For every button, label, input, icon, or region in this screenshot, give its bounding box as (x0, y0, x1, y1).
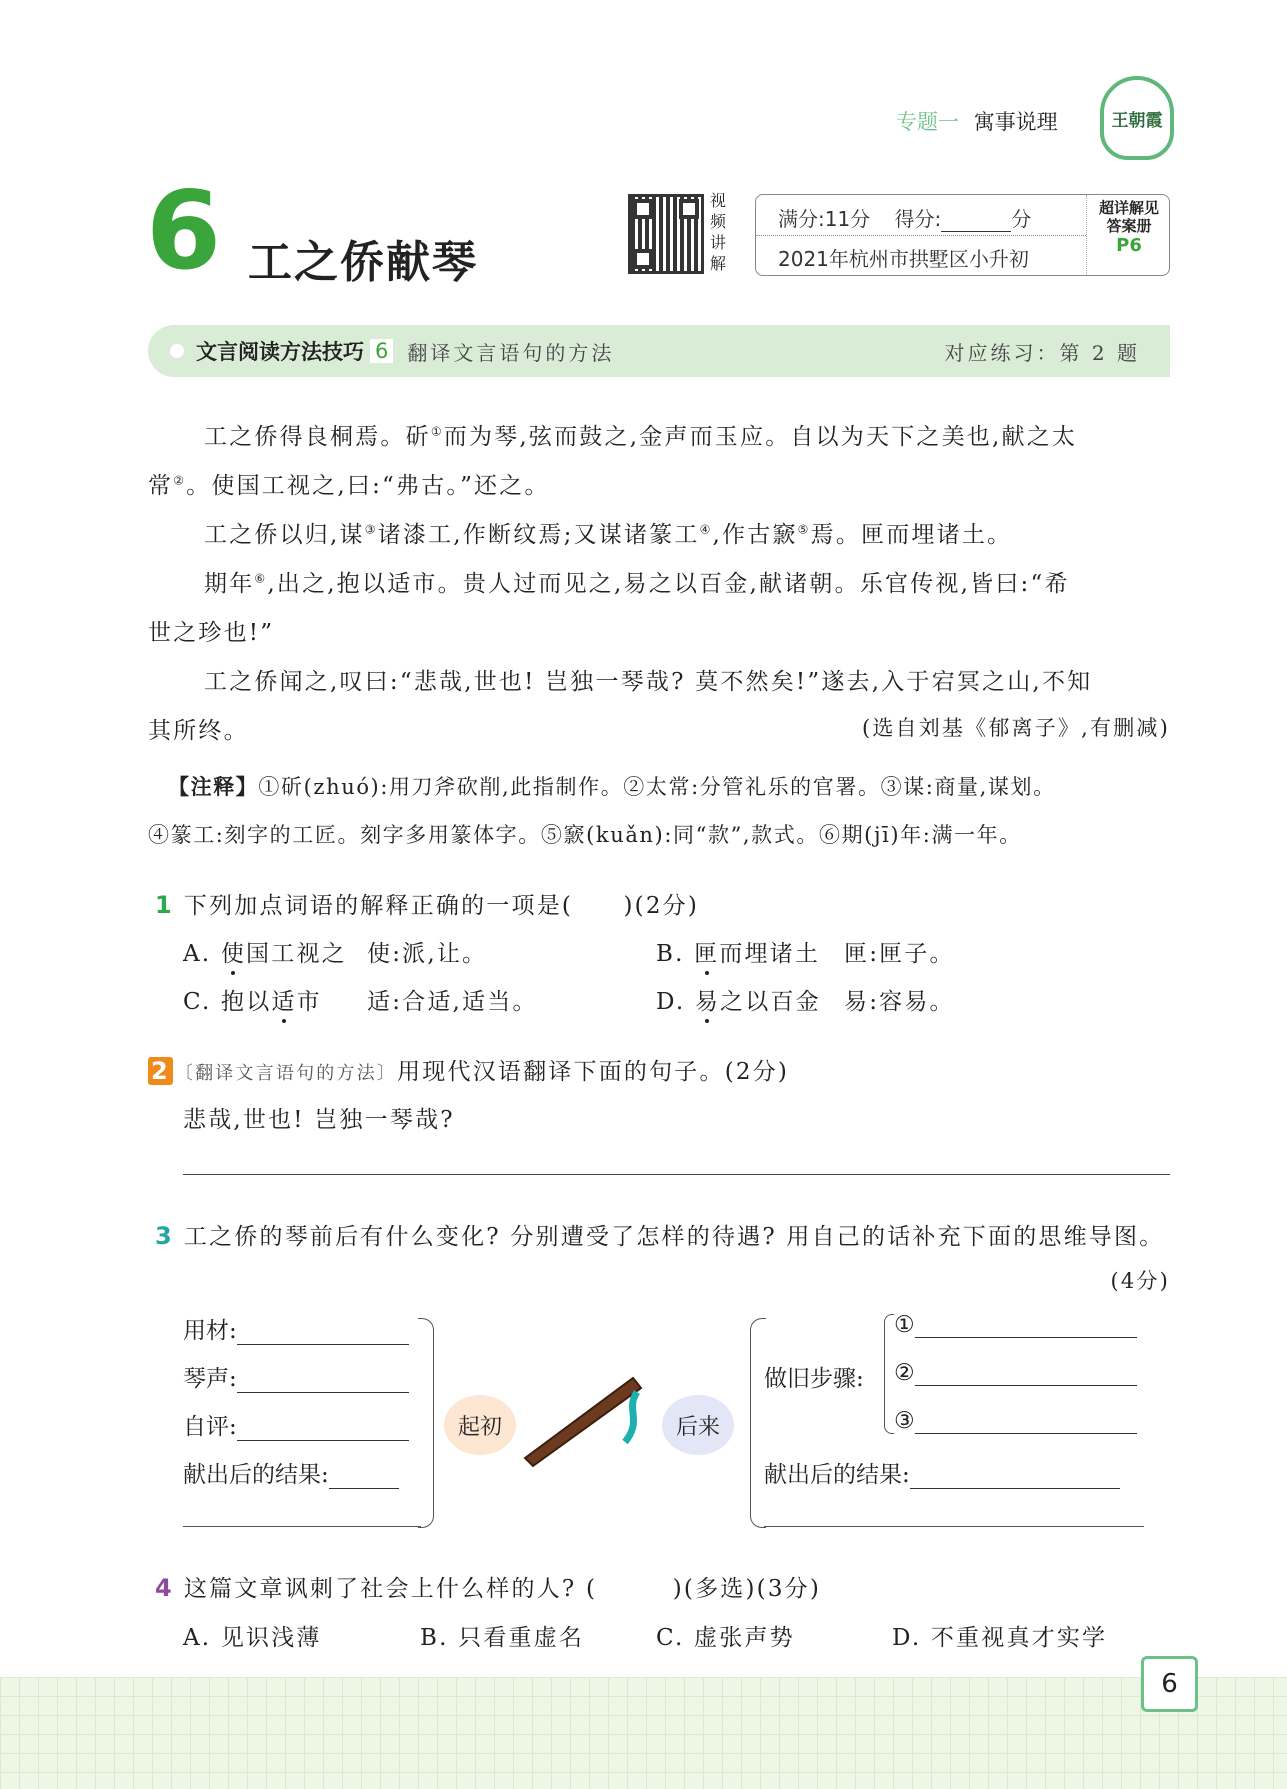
label: ② (894, 1360, 915, 1386)
option-d[interactable]: D. 不重视真才实学 (892, 1625, 1108, 1651)
lesson-number: 6 (146, 169, 222, 294)
text: ,出之,抱以适市。贵人过而见之,易之以百金,献诸朝。乐官传视,皆曰:“希 (267, 571, 1070, 597)
explanation: 适:合适,适当。 (367, 989, 538, 1015)
note-mark: ⑥ (254, 571, 268, 586)
mindmap-result-left (183, 1456, 399, 1489)
answer-blank[interactable] (915, 1337, 1137, 1338)
passage-line: 工之侨闻之,叹曰:“悲哉,世也! 岂独一琴哉? 莫不然矣!”遂去,入于宕冥之山,不知 (204, 669, 1093, 695)
answer-line[interactable] (764, 1526, 1144, 1527)
full-score: 满分:11分 (778, 207, 871, 231)
option-c[interactable]: C. 虚张声势 (656, 1625, 795, 1651)
passage-source: (选自刘基《郁离子》,有删减) (861, 716, 1170, 740)
topic-label: 专题一 (896, 110, 959, 134)
qr-label (708, 190, 728, 274)
notes-line: ④篆工:刻字的工匠。刻字多用篆体字。⑤窾(kuǎn):同“款”,款式。⑥期(jī)年:满一年。 (148, 823, 1022, 847)
option-b[interactable] (656, 935, 1056, 968)
score-input[interactable] (941, 231, 1011, 232)
text: ①斫(zhuó):用刀斧砍削,此指制作。②太常:分管礼乐的官署。③谋:商量,谋划。 (258, 775, 1056, 799)
mindmap-material (183, 1312, 409, 1345)
brand-logo: 王朝霞 (1100, 76, 1174, 160)
option-c[interactable] (183, 983, 633, 1016)
question-text: 用现代汉语翻译下面的句子。(2分) (397, 1059, 790, 1085)
banner-title: 文言阅读方法技巧 (196, 340, 364, 364)
notes-line (148, 771, 1170, 801)
translate-sentence: 悲哉,世也! 岂独一琴哉? (183, 1107, 455, 1133)
bubble-before: 起初 (444, 1395, 516, 1455)
text: B. (656, 941, 695, 967)
text: 诸漆工,作断纹焉;又谋诸篆工 (377, 522, 700, 548)
bubble-after: 后来 (662, 1395, 734, 1455)
steps-label: 做旧步骤: (764, 1366, 864, 1392)
dotted-word: 适 (271, 989, 297, 1015)
page-number: 6 (1141, 1656, 1198, 1712)
text: 工之侨得良桐焉。斫 (204, 424, 431, 450)
answer-blank[interactable] (915, 1433, 1137, 1434)
explanation: 易:容易。 (844, 989, 955, 1015)
qr-label-char: 解 (709, 254, 726, 273)
question-text: 工之侨的琴前后有什么变化? 分别遭受了怎样的待遇? 用自己的话补充下面的思维导图。 (183, 1224, 1165, 1250)
text: 之以百金 (720, 989, 821, 1015)
question-4 (155, 1570, 1177, 1603)
answer-hint: 答案册 (1106, 217, 1152, 235)
qr-label-char: 讲 (709, 233, 726, 252)
passage-line (148, 712, 1170, 745)
passage-line (148, 565, 1170, 598)
section-header (896, 106, 1058, 136)
label: 用材: (183, 1318, 237, 1344)
qr-code[interactable] (628, 194, 704, 274)
score-box (755, 194, 1170, 276)
mindmap-self-eval (183, 1408, 409, 1441)
step-1 (894, 1312, 1137, 1338)
steps-brace (884, 1314, 894, 1434)
text: D. (656, 989, 695, 1015)
label: 自评: (183, 1414, 237, 1440)
label: ③ (894, 1408, 915, 1434)
passage-line: 世之珍也!” (148, 620, 275, 646)
answer-line[interactable] (183, 1174, 1170, 1175)
step-2 (894, 1360, 1137, 1386)
answer-blank[interactable] (329, 1488, 399, 1489)
answer-line[interactable] (183, 1526, 421, 1527)
text: ,作古窾 (712, 522, 798, 548)
note-mark: ① (430, 424, 444, 439)
right-brace (750, 1318, 766, 1528)
text: 常 (148, 473, 174, 499)
answer-blank[interactable] (237, 1440, 409, 1441)
banner-subtitle: 翻译文言语句的方法 (407, 340, 615, 365)
answer-hint: 超详解见 (1098, 199, 1159, 217)
lesson-title: 工之侨献琴 (248, 237, 478, 288)
label: 琴声: (183, 1366, 237, 1392)
question-number: 4 (155, 1574, 174, 1602)
passage-line (148, 516, 1170, 549)
answer-blank[interactable] (910, 1488, 1120, 1489)
text: 而埋诸土 (719, 941, 821, 967)
score-label: 得分: (894, 207, 942, 231)
exam-source: 2021年杭州市拱墅区小升初 (778, 247, 1029, 271)
option-d[interactable] (656, 983, 1056, 1016)
answer-page: P6 (1116, 235, 1142, 256)
answer-blank[interactable] (237, 1344, 409, 1345)
qr-label-char: 视 (709, 191, 726, 210)
question-score: (4分) (1110, 1269, 1170, 1293)
text: A. (183, 941, 221, 967)
text: 市 (296, 989, 322, 1015)
score-unit: 分 (1011, 207, 1032, 231)
qr-label-char: 频 (709, 212, 726, 231)
note-mark: ④ (699, 522, 713, 537)
question-number: 1 (155, 891, 174, 919)
topic-name: 寓事说理 (973, 110, 1058, 134)
dotted-word: 易 (694, 989, 721, 1015)
mindmap-sound (183, 1360, 409, 1393)
question-number: 2 (148, 1057, 173, 1085)
question-text: 这篇文章讽刺了社会上什么样的人? ( )(多选)(3分) (183, 1576, 822, 1602)
left-brace (418, 1318, 434, 1528)
note-mark: ② (173, 473, 187, 488)
label: 献出后的结果: (183, 1462, 329, 1488)
label: ① (894, 1312, 915, 1338)
question-1 (155, 887, 1177, 920)
explanation: 使:派,让。 (367, 941, 488, 967)
answer-blank[interactable] (915, 1385, 1137, 1386)
notes-label: 【注释】 (168, 775, 259, 799)
bullet-icon (170, 344, 184, 358)
text: 焉。匣而埋诸土。 (810, 522, 1013, 548)
text: C. 抱以 (183, 989, 272, 1015)
note-mark: ⑤ (797, 522, 811, 537)
explanation: 匣:匣子。 (844, 941, 955, 967)
banner-practice: 对应练习：第 2 题 (944, 340, 1140, 365)
answer-blank[interactable] (237, 1392, 409, 1393)
note-mark: ③ (364, 522, 378, 537)
label: 献出后的结果: (764, 1462, 910, 1488)
method-banner (148, 325, 1170, 377)
text: 。使国工视之,曰:“弗古。”还之。 (186, 473, 550, 499)
passage-line (148, 418, 1170, 451)
method-tag: 〔翻译文言语句的方法〕 (174, 1063, 398, 1084)
question-number: 3 (155, 1222, 174, 1250)
question-2 (148, 1053, 1170, 1086)
text: 期年 (204, 571, 255, 597)
mindmap-result-right (764, 1456, 1120, 1489)
dotted-word: 使 (220, 941, 247, 967)
option-a[interactable]: A. 见识浅薄 (183, 1625, 322, 1651)
passage-line (148, 467, 1170, 500)
footer-grid (0, 1677, 1287, 1789)
option-b[interactable]: B. 只看重虚名 (420, 1625, 585, 1651)
guqin-icon (515, 1370, 655, 1470)
question-text: 下列加点词语的解释正确的一项是( )(2分) (183, 893, 700, 919)
text: 而为琴,弦而鼓之,金声而玉应。自以为天下之美也,献之太 (443, 424, 1078, 450)
step-3 (894, 1408, 1137, 1434)
dotted-word: 匣 (694, 941, 720, 967)
question-3 (155, 1218, 1177, 1251)
text: 工之侨以归,谋 (204, 522, 365, 548)
banner-num: 6 (370, 339, 393, 363)
text: 其所终。 (148, 718, 249, 744)
text: 国工视之 (246, 941, 347, 967)
